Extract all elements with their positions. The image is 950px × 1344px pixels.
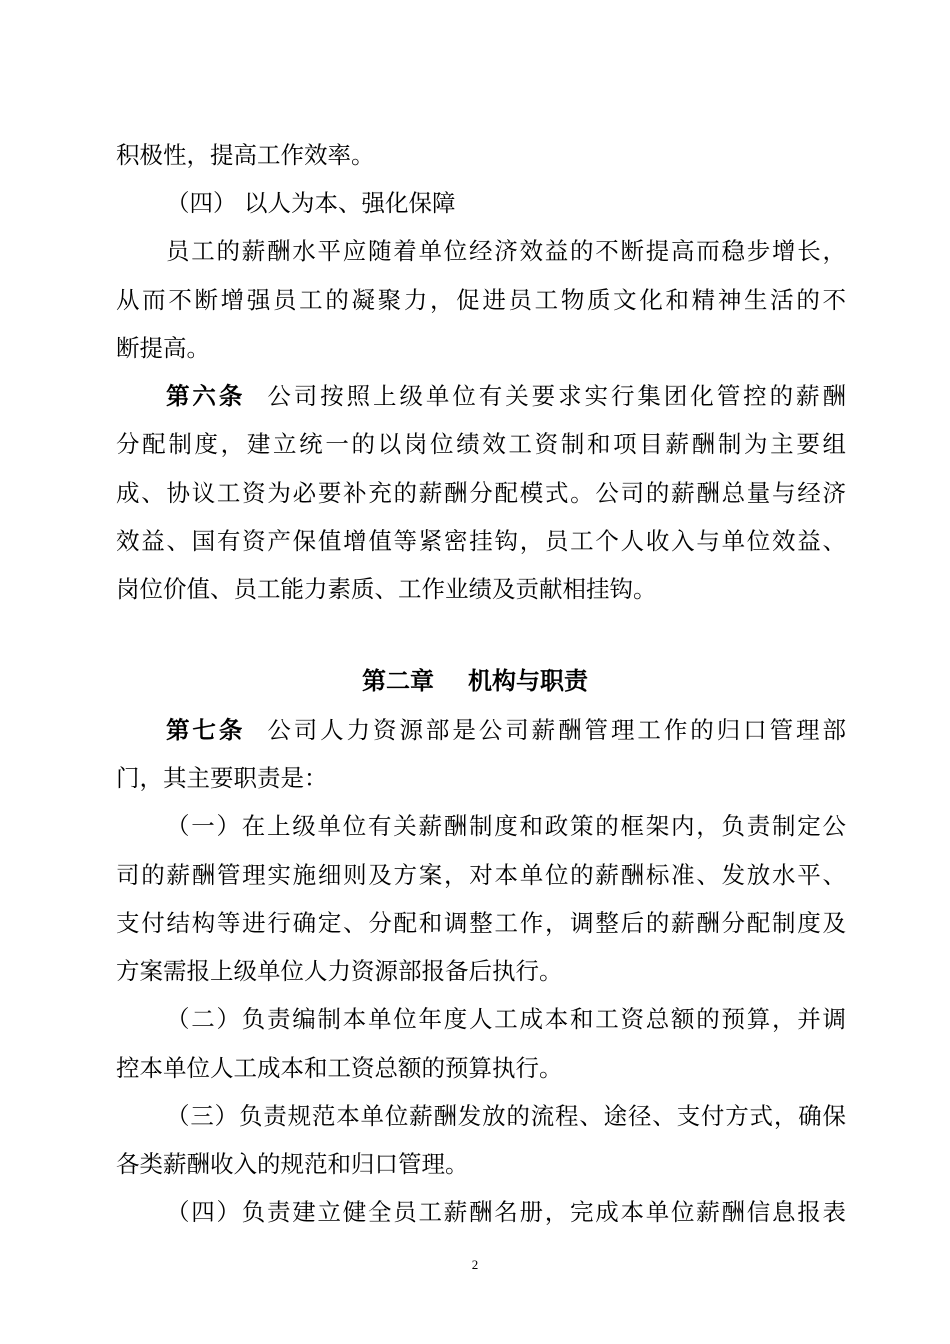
paragraph-line: （四）负责建立健全员工薪酬名册，完成本单位薪酬信息报表 [166, 1198, 846, 1226]
paragraph-line: （一）在上级单位有关薪酬制度和政策的框架内，负责制定公 [166, 812, 846, 840]
paragraph-line: 控本单位人工成本和工资总额的预算执行。 [116, 1054, 563, 1082]
paragraph-line: 从而不断增强员工的凝聚力，促进员工物质文化和精神生活的不 [116, 286, 846, 314]
paragraph-line: 岗位价值、员工能力素质、工作业绩及贡献相挂钩。 [116, 575, 657, 603]
chapter-heading [0, 664, 950, 698]
paragraph-line: （二）负责编制本单位年度人工成本和工资总额的预算，并调 [166, 1005, 846, 1033]
paragraph-line: 门，其主要职责是： [116, 764, 328, 792]
paragraph-text: 公司人力资源部是公司薪酬管理工作的归口管理部 [267, 716, 846, 744]
paragraph-line: 方案需报上级单位人力资源部报备后执行。 [116, 957, 563, 985]
paragraph-line: （三）负责规范本单位薪酬发放的流程、途径、支付方式，确保 [166, 1102, 846, 1130]
paragraph-line: 支付结构等进行确定、分配和调整工作，调整后的薪酬分配制度及 [116, 909, 846, 937]
paragraph-line: 成、协议工资为必要补充的薪酬分配模式。公司的薪酬总量与经济 [116, 479, 846, 507]
paragraph-line: 积极性，提高工作效率。 [116, 141, 375, 169]
article-seven-first-line [166, 713, 846, 747]
chapter-title: 机构与职责 [468, 666, 588, 695]
paragraph-line: 断提高。 [116, 334, 210, 362]
paragraph-line: 分配制度，建立统一的以岗位绩效工资制和项目薪酬制为主要组 [116, 430, 846, 458]
article-label: 第七条 [166, 716, 246, 744]
section-heading: （四） 以人为本、强化保障 [166, 189, 456, 217]
paragraph-line: 各类薪酬收入的规范和归口管理。 [116, 1150, 469, 1178]
chapter-number: 第二章 [362, 666, 434, 695]
paragraph-text: 公司按照上级单位有关要求实行集团化管控的薪酬 [267, 382, 846, 410]
article-label: 第六条 [166, 382, 246, 410]
paragraph-line: 员工的薪酬水平应随着单位经济效益的不断提高而稳步增长， [166, 237, 846, 265]
paragraph-line: 司的薪酬管理实施细则及方案，对本单位的薪酬标准、发放水平、 [116, 861, 846, 889]
paragraph-line: 效益、国有资产保值增值等紧密挂钩，员工个人收入与单位效益、 [116, 527, 846, 555]
page-number: 2 [471, 1257, 479, 1272]
article-six-first-line [166, 379, 846, 413]
